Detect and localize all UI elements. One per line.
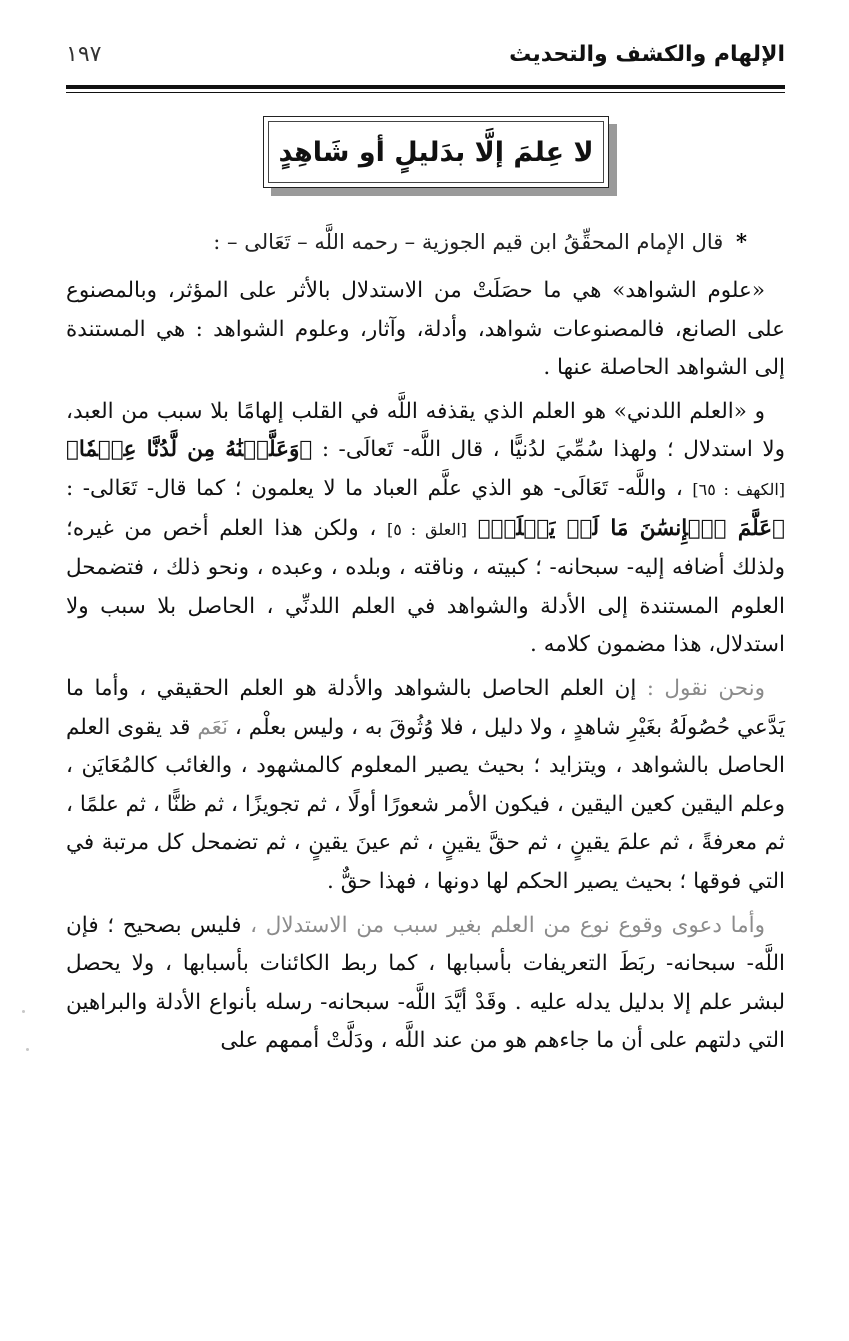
- paragraph-2: [66, 393, 785, 665]
- paragraph-2-part-a: و «العلم اللدني» هو العلم الذي يقذفه اللَّه في القلب إلهامًا بلا سبب من العبد، ولا استدلال ؛ ولهذا سُمِّيَ لدُنيًّا ، قال اللَّه- تَعالَى- :: [66, 398, 786, 463]
- scan-speck: [22, 1010, 25, 1013]
- running-title: الإلهام والكشف والتحديث: [509, 41, 785, 67]
- body-text: [66, 272, 785, 1066]
- faded-lead-in-2: وأما دعوى وقوع نوع من العلم بغير سبب من الاستدلال ،: [250, 912, 765, 938]
- header-rule-thick: [66, 85, 785, 89]
- paragraph-2-part-c: ، ولكن هذا العلم أخص من غيره؛ ولذلك أضافه إليه- سبحانه- ؛ كبيته ، وناقته ، وبلده ، وعبده ، ونحو ذلك ، فتضمحل العلوم المستندة إلى الأدلة والشواهد في العلم اللدنِّي ، الحاصل بلا سبب ولا استدلال، هذا مضمون كلامه .: [66, 515, 785, 658]
- intro-text: قال الإمام المحقِّقُ ابن قيم الجوزية – رحمه اللَّه – تَعَالى – :: [213, 230, 724, 254]
- scan-speck: [26, 1048, 29, 1051]
- paragraph-3-part-a: إن العلم الحاصل بالشواهد والأدلة هو العلم الحقيقي ، وأما ما يَدَّعي حُصُولَهُ بغَيْرِ شاهدٍ ، ولا دليل ، فلا وُثُوقَ به ، وليس بعلْم ،: [66, 675, 785, 740]
- intro-line: [213, 222, 747, 262]
- paragraph-2-part-b: ، واللَّه- تَعَالَى- هو الذي علَّم العباد ما لا يعلمون ؛ كما قال- تَعَالى- :: [66, 475, 683, 501]
- paragraph-3-part-b: قد يقوى العلم الحاصل بالشواهد ، ويتزايد ؛ بحيث يصير المعلوم كالمشهود ، والغائب كالمُعَايَن ، وعلم اليقين كعين اليقين ، فيكون الأمر شعورًا أولًا ، ثم تجويزًا ، ثم ظنًّا ، ثم علمًا ، ثم معرفةً ، ثم علمَ يقينٍ ، ثم حقَّ يقينٍ ، ثم عينَ يقينٍ ، ثم تضمحل كل مرتبة في التي فوقها ؛ بحيث يصير الحكم لها دونها ، فهذا حقٌّ .: [66, 714, 785, 894]
- section-title: لا عِلمَ إلَّا بدَليلٍ أو شَاهِدٍ: [268, 121, 604, 183]
- verse-reference-alaq: [العلق : ٥]: [386, 519, 468, 539]
- quran-verse-alaq: ﴿عَلَّمَ ٱلۡإِنسَٰنَ مَا لَمۡ يَعۡلَمۡ﴾: [477, 515, 786, 541]
- paragraph-4: [66, 907, 785, 1061]
- page-number: ١٩٧: [66, 41, 102, 67]
- verse-reference-kahf: [الكهف : ٦٥]: [692, 479, 786, 499]
- quran-verse-kahf: ﴿وَعَلَّمۡنَٰهُ مِن لَّدُنَّا عِلۡمٗا﴾: [66, 437, 313, 463]
- star-bullet: *: [736, 229, 747, 254]
- paragraph-3: [66, 670, 785, 902]
- paragraph-4-part-a: فليس بصحيح ؛ فإن اللَّه- سبحانه- ربَطَ التعريفات بأسبابها ، كما ربط الكائنات بأسبابها ، ولا يحصل لبشر علم إلا بدليل يدله عليه . وقَدْ أيَّدَ اللَّه- سبحانه- رسله بأنواع الأدلة والبراهين التي دلتهم على أن ما جاءهم هو من عند اللَّه ، ودَلَّتْ أممهم على: [66, 912, 785, 1054]
- running-header: [66, 34, 785, 74]
- section-title-box: [263, 116, 609, 188]
- header-rule-thin: [66, 92, 785, 93]
- faded-word: نَعَم: [197, 714, 229, 740]
- faded-lead-in: ونحن نقول :: [646, 675, 765, 701]
- paragraph-1: «علوم الشواهد» هي ما حصَلَتْ من الاستدلال بالأثر على المؤثر، وبالمصنوع على الصانع، فالمصنوعات شواهد، وأدلة، وآثار، وعلوم الشواهد : هي المستندة إلى الشواهد الحاصلة عنها .: [66, 278, 785, 381]
